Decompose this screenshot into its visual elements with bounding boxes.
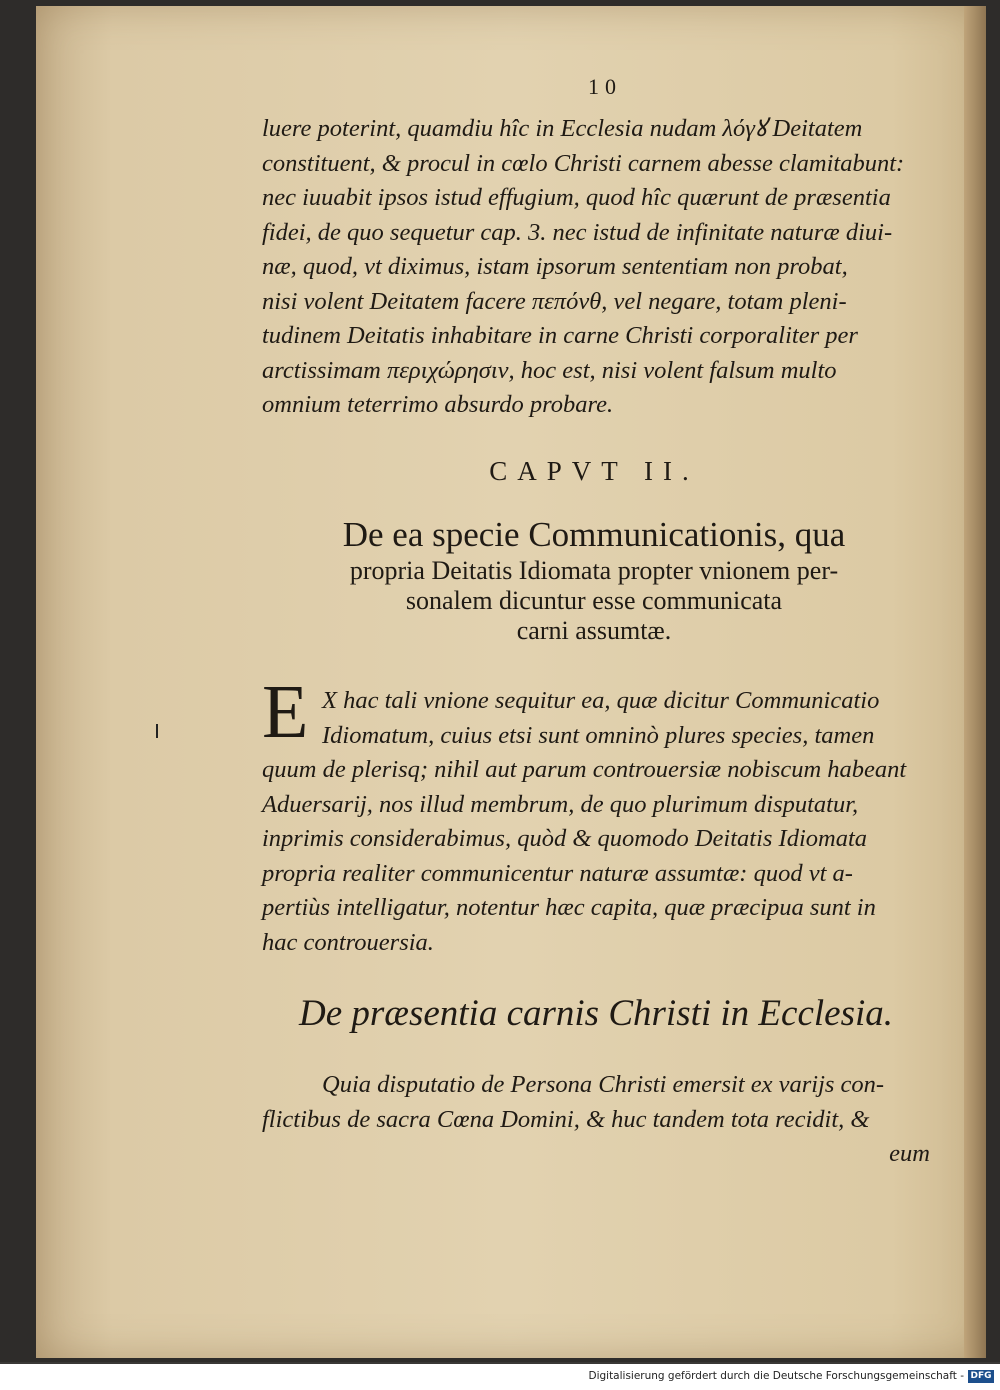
margin-mark [156,724,158,738]
subtitle-line: carni assumtæ. [516,616,672,645]
text-line: næ, quod, vt diximus, istam ipsorum sententiam non probat, [262,253,848,280]
text-line: luere poterint, quamdiu hîc in Ecclesia nudam λόγꙋ Deitatem [262,115,863,142]
text-line: quum de plerisq; nihil aut parum controuersiæ nobiscum habeant [262,756,907,783]
funding-notice: Digitalisierung gefördert durch die Deutsche Forschungsgemeinschaft - [588,1370,964,1382]
text-line: eum [889,1140,930,1167]
footer-bar [0,1364,1000,1390]
text-line: hac controuersia. [262,928,434,956]
text-line: nec iuuabit ipsos istud effugium, quod hîc quærunt de præsentia [262,184,891,211]
chapter-title: CAPVT II. [489,456,699,486]
drop-cap: E [262,670,309,754]
subtitle-line: propria Deitatis Idiomata propter vnionem per- [349,556,839,585]
dfg-logo[interactable]: DFG [968,1370,994,1383]
paragraph-last [262,1068,930,1172]
subtitle-line: sonalem dicuntur esse communicata [405,586,783,615]
text-line: X hac tali vnione sequitur ea, quæ dicitur Communicatio [322,687,880,714]
text-line: flictibus de sacra Cœna Domini, & huc tandem tota recidit, & [262,1105,870,1133]
text-line: nisi volent Deitatem facere πεπόνθ, vel negare, totam pleni- [262,287,847,315]
text-line: omnium teterrimo absurdo probare. [262,391,614,418]
chapter-subtitle [258,514,930,646]
text-line: pertiùs intelligatur, notentur hæc capita, quæ præcipua sunt in [262,894,876,921]
text-line: Idiomatum, cuius etsi sunt omninò plures species, tamen [322,721,875,749]
text-line: propria realiter communicentur naturæ assumtæ: quod vt a- [262,859,853,887]
page-edge [964,6,986,1358]
text-line: tudinem Deitatis inhabitare in carne Christi corporaliter per [262,322,858,349]
section-heading: De præsentia carnis Christi in Ecclesia. [298,993,894,1034]
text-line: constituent, & procul in cœlo Christi carnem abesse clamitabunt: [262,149,905,177]
subtitle-line: De ea specie Communicationis, qua [342,515,846,554]
text-line: Aduersarij, nos illud membrum, de quo plurimum disputatur, [262,790,859,818]
paragraph-top [262,112,930,423]
text-line: arctissimam περιχώρησιν, hoc est, nisi volent falsum multo [262,356,837,384]
page-number: 10 [588,74,622,99]
text-line: inprimis considerabimus, quòd & quomodo Deitatis Idiomata [262,825,868,852]
paragraph-main [262,684,930,960]
text-line: Quia disputatio de Persona Christi emersit ex varijs con- [322,1071,885,1098]
text-line: fidei, de quo sequetur cap. 3. nec istud de infinitate naturæ diui- [262,218,893,246]
